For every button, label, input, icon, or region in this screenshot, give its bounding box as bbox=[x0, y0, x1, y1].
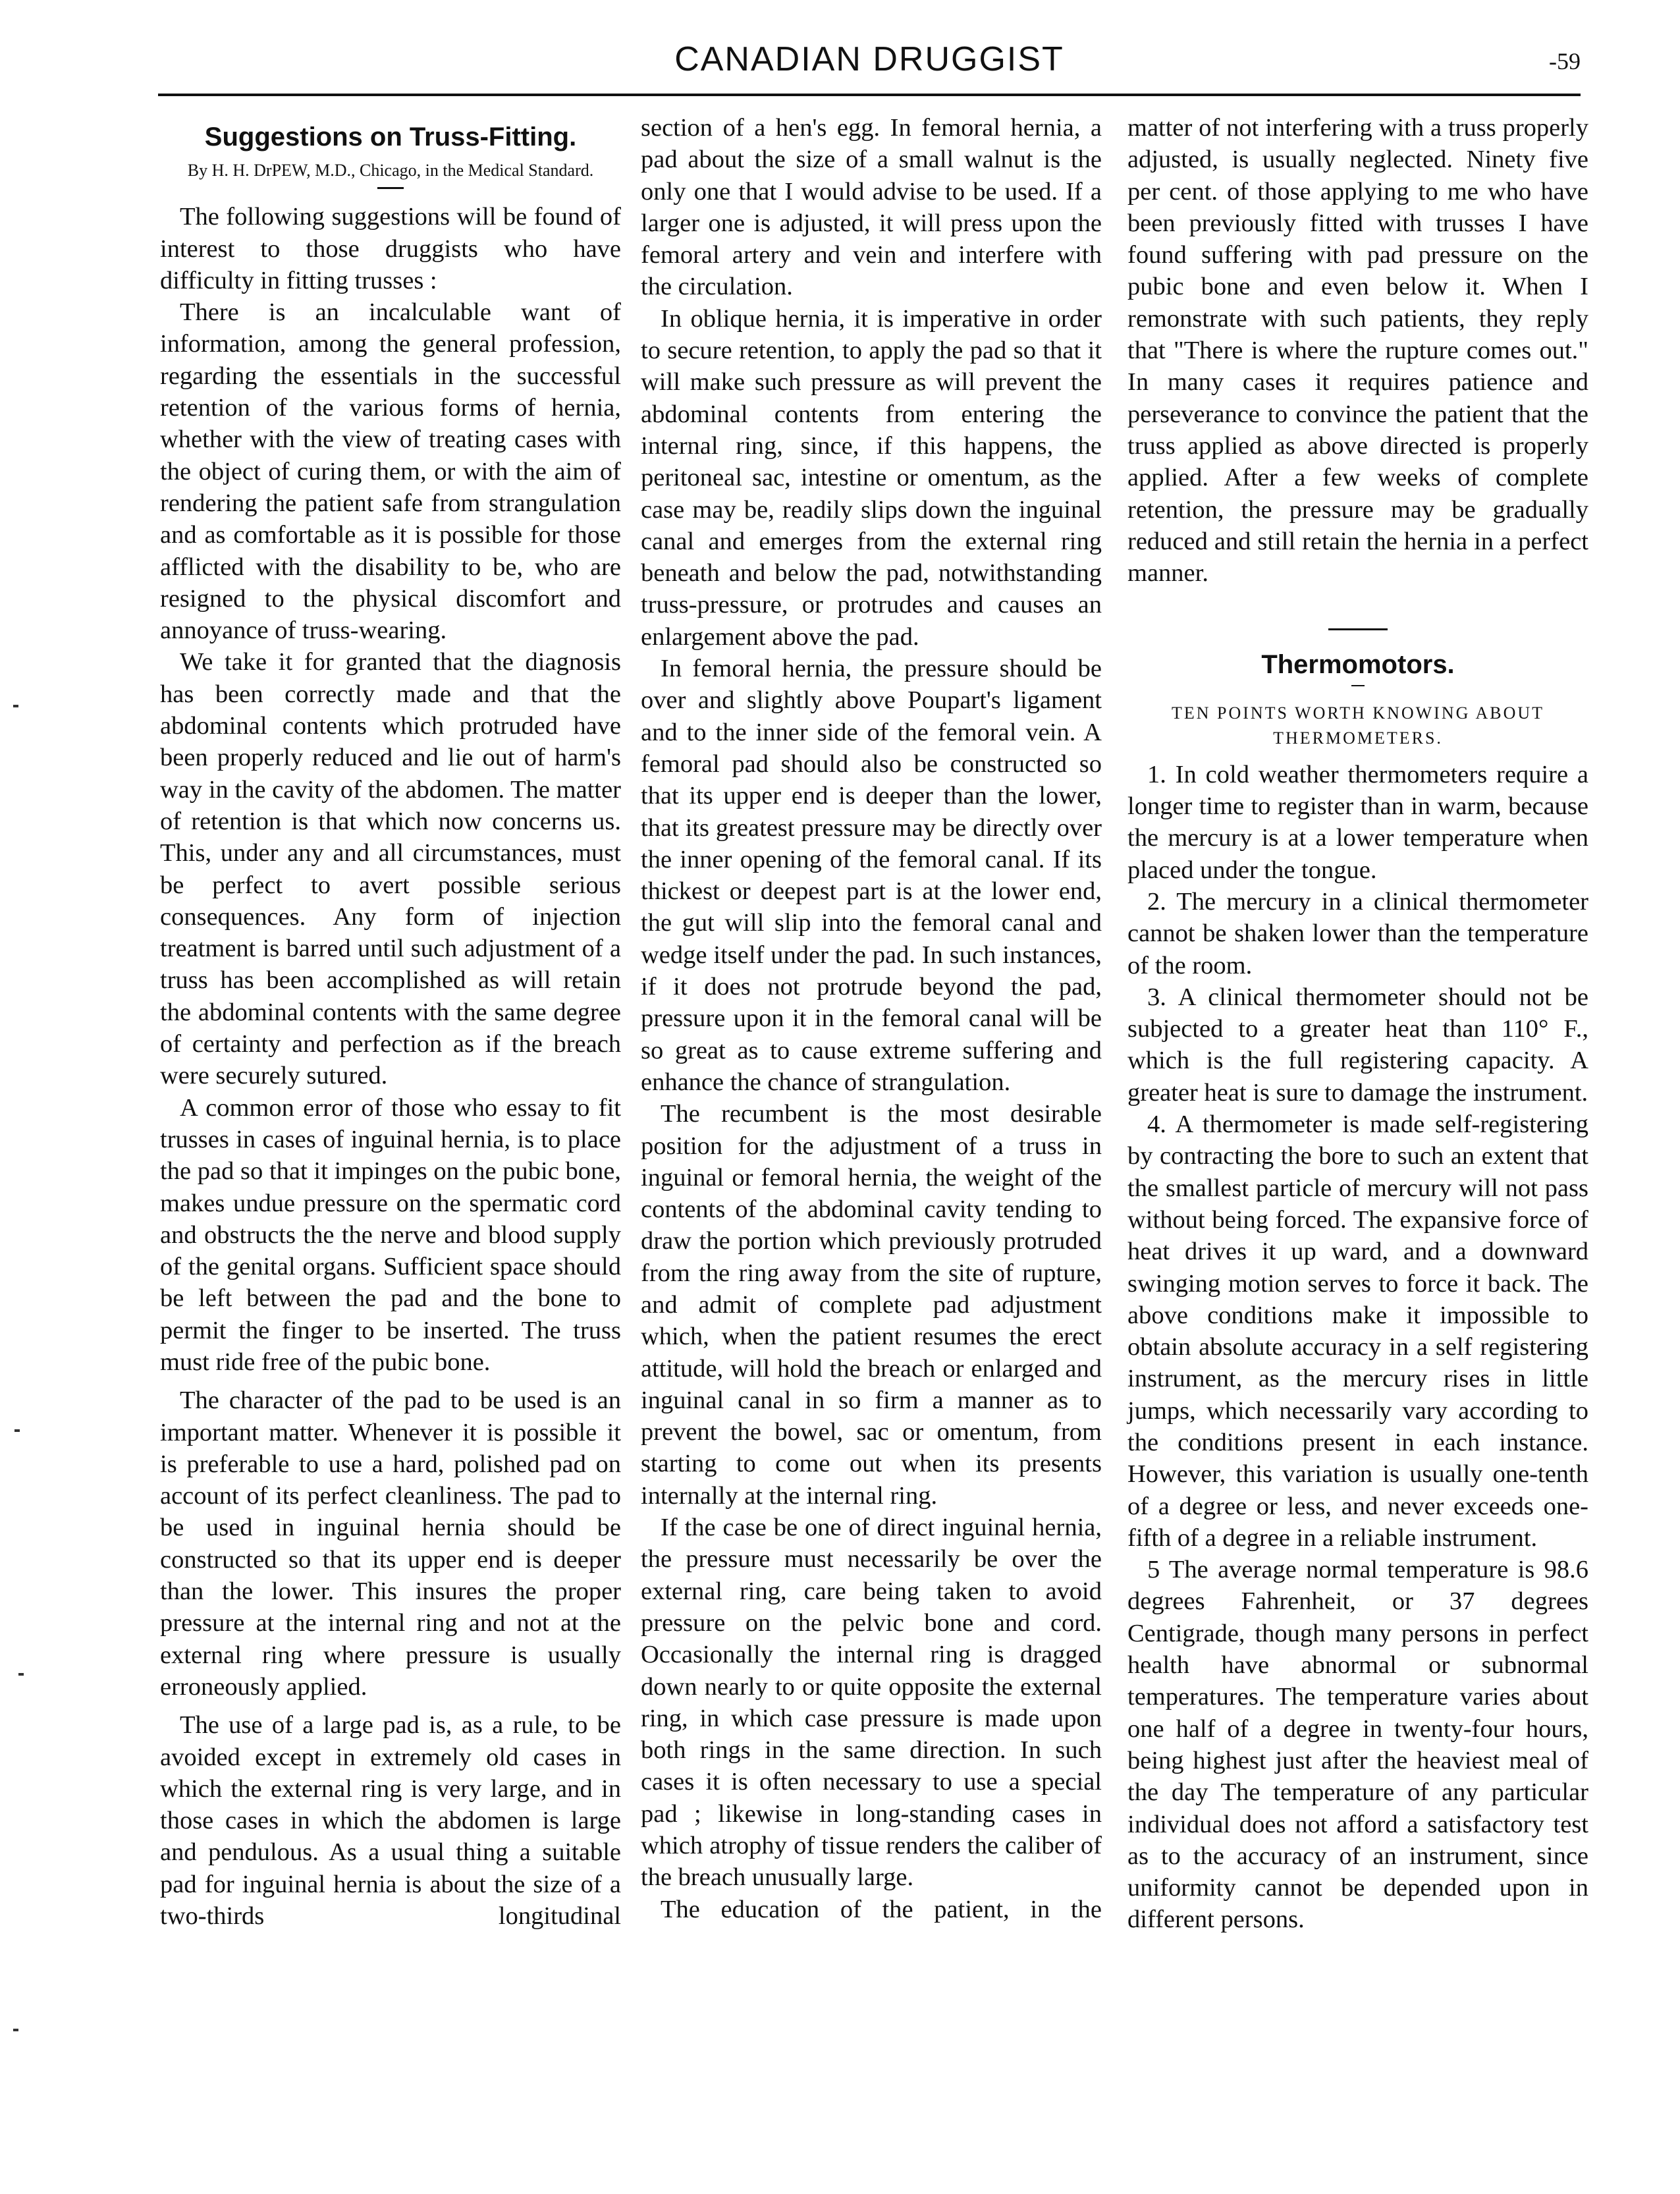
paragraph: The recumbent is the most desirable position for the adjustment of a truss in inguinal or femoral hernia, the weight of the contents of the abdominal cavity tending to draw the portion which previously protruded from the ring away from the site of rupture, and admit of complete pad adjustment which, when the patient resumes the erect attitude, will hold the breach or enlarged and inguinal canal in so firm a manner as to prevent the bowel, sac or omentum, from starting to come out when its presents internally at the internal ring. bbox=[641, 1100, 1102, 1510]
paragraph: 1. In cold weather thermometers require a longer time to register than in warm, because the mercury is at a lower temperature when placed under the tongue. bbox=[1127, 760, 1588, 884]
scan-mark bbox=[13, 705, 18, 707]
paragraph: 3. A clinical thermometer should not be subjected to a greater heat than 110° F., which is the full registering capacity. A greater heat is sure to damage the instrument. bbox=[1127, 983, 1588, 1107]
paragraph: In oblique hernia, it is imperative in order to secure retention, to apply the pad so that it will make such pressure as will prevent the abdominal contents from entering the internal ring, since, if this happens, the peritoneal sac, intestine or omentum, as the case may be, readily slips down the inguinal canal and emerges from the external ring beneath and below the pad, notwithstanding truss-pressure, or protrudes and causes an enlargement above the pad. bbox=[641, 304, 1102, 651]
section-divider bbox=[1328, 628, 1388, 630]
paragraph: section of a hen's egg. In femoral hernia, a pad about the size of a small walnut is the only one that I would advise to be used. If a larger one is adjusted, it will press upon the femoral artery and vein and interfere with the circulation. bbox=[641, 114, 1102, 301]
paragraph: A common error of those who essay to fit trusses in cases of inguinal hernia, is to place the pad so that it impinges on the pubic bone, makes undue pressure on the spermatic cord and obstructs the the nerve and blood supply of the genital organs. Sufficient space should be left between the pad and the bone to permit the finger to be inserted. The truss must ride free of the pubic bone. bbox=[160, 1093, 621, 1376]
page-number: -59 bbox=[1549, 48, 1581, 74]
paragraph: The education of the patient, in the bbox=[661, 1895, 1102, 1923]
scan-mark bbox=[13, 2029, 18, 2031]
masthead-rule bbox=[158, 94, 1581, 96]
column-2 bbox=[641, 112, 1102, 1925]
paragraph: We take it for granted that the diagnosis has been correctly made and that the abdominal contents which protruded have been properly reduced and lie out of harm's way in the cavity of the abdomen. The matter of retention is that which now concerns us. This, under any and all circumstances, must be perfect to avert possible serious consequences. Any form of injection treatment is barred until such adjustment of a truss has been accomplished as will retain the abdominal contents with the same degree of certainty and perfection as if the breach were securely sutured. bbox=[160, 648, 621, 1090]
paragraph: The use of a large pad is, as a rule, to be avoided except in extremely old cases in which the external ring is very large, and in those cases in which the abdomen is large and pendulous. As a usual thing a suitable pad for inguinal hernia is about the size of a two-thirds longitudinal bbox=[160, 1711, 621, 1931]
paragraph: The following suggestions will be found of interest to those druggists who have difficulty in fitting trusses : bbox=[160, 203, 621, 294]
paragraph: There is an incalculable want of information, among the general profession, regarding the essentials in the successful retention of the various forms of hernia, whether with the view of treating cases with the object of curing them, or with the aim of rendering the patient safe from strangulation and as comfortable as it is possible for those afflicted with the disability to be, who are resigned to the physical discomfort and annoyance of truss-wearing. bbox=[160, 298, 621, 645]
paragraph: The character of the pad to be used is an important matter. Whenever it is possible it is preferable to use a hard, polished pad on account of its perfect cleanliness. The pad to be used in inguinal hernia should be constructed so that its upper end is deeper than the lower. This insures the proper pressure at the internal ring and not at the external ring where pressure is usually erroneously applied. bbox=[160, 1386, 621, 1701]
column-1 bbox=[160, 112, 621, 1932]
paragraph: 5 The average normal temperature is 98.6 degrees Fahrenheit, or 37 degrees Centigrade, though many persons in perfect health have abnormal or subnormal temperatures. The temperature varies about one half of a degree in twenty-four hours, being highest just after the heaviest meal of the day The temperature of any particular individual does not afford a satisfactory test as to the accuracy of an instrument, since uniformity cannot be depended upon in different persons. bbox=[1127, 1556, 1588, 1934]
masthead bbox=[158, 0, 1581, 99]
paragraph: matter of not interfering with a truss properly adjusted, is usually neglected. Ninety five per cent. of those applying to me who have been previously fitted with trusses I have found suffering with pad pressure on the pubic bone and even below it. When I remonstrate with such patients, they reply that "There is where the rupture comes out." In many cases it requires patience and perseverance to convince the patient that the truss applied as above directed is properly applied. After a few weeks of complete retention, the pressure may be gradually reduced and still retain the hernia in a perfect manner. bbox=[1127, 114, 1588, 588]
paragraph: If the case be one of direct inguinal hernia, the pressure must necessarily be over the external ring, care being taken to avoid pressure on the pelvic bone and cord. Occasionally the internal ring is dragged down nearly to or quite opposite the external ring, in which case pressure is made upon both rings in the same direction. In such cases it is often necessary to use a special pad ; likewise in long-standing cases in which atrophy of tissue renders the caliber of the breach unusually large. bbox=[641, 1514, 1102, 1892]
scan-mark bbox=[18, 1673, 24, 1676]
title-dash bbox=[1351, 685, 1365, 686]
article-title: Suggestions on Truss-Fitting. bbox=[204, 123, 577, 151]
paragraph: In femoral hernia, the pressure should be over and slightly above Poupart's ligament and to the inner side of the femoral vein. A femoral pad should also be constructed so that its upper end is deeper than the lower, that its greatest pressure may be directly over the inner opening of the femoral canal. If its thickest or deepest part is at the lower end, the gut will slip into the femoral canal and wedge itself under the pad. In such instances, if it does not protrude beyond the pad, pressure upon it in the femoral canal will be so great as to cause extreme suffering and enhance the chance of strangulation. bbox=[641, 655, 1102, 1096]
journal-title: CANADIAN DRUGGIST bbox=[674, 40, 1064, 78]
paragraph: 2. The mercury in a clinical thermometer cannot be shaken lower than the temperature of the room. bbox=[1127, 887, 1588, 979]
column-3 bbox=[1127, 112, 1588, 1936]
title-dash bbox=[377, 187, 404, 189]
scan-mark bbox=[14, 1429, 20, 1432]
article-title: Thermomotors. bbox=[1261, 650, 1455, 680]
article-subtitle: TEN POINTS WORTH KNOWING ABOUT THERMOMETERS. bbox=[1171, 703, 1545, 748]
article-byline: By H. H. DrPEW, M.D., Chicago, in the Medical Standard. bbox=[187, 161, 594, 180]
paragraph: 4. A thermometer is made self-registering by contracting the bore to such an extent that the smallest particle of mercury will not pass without being forced. The expansive force of heat drives it up ward, and a downward swinging motion serves to force it back. The above conditions make it impossible to obtain absolute accuracy in a self registering instrument, as the mercury rises in little jumps, which necessarily vary according to the conditions present in each instance. However, this variation is usually one-tenth of a degree or less, and never exceeds one-fifth of a degree in a reliable instrument. bbox=[1127, 1111, 1588, 1552]
